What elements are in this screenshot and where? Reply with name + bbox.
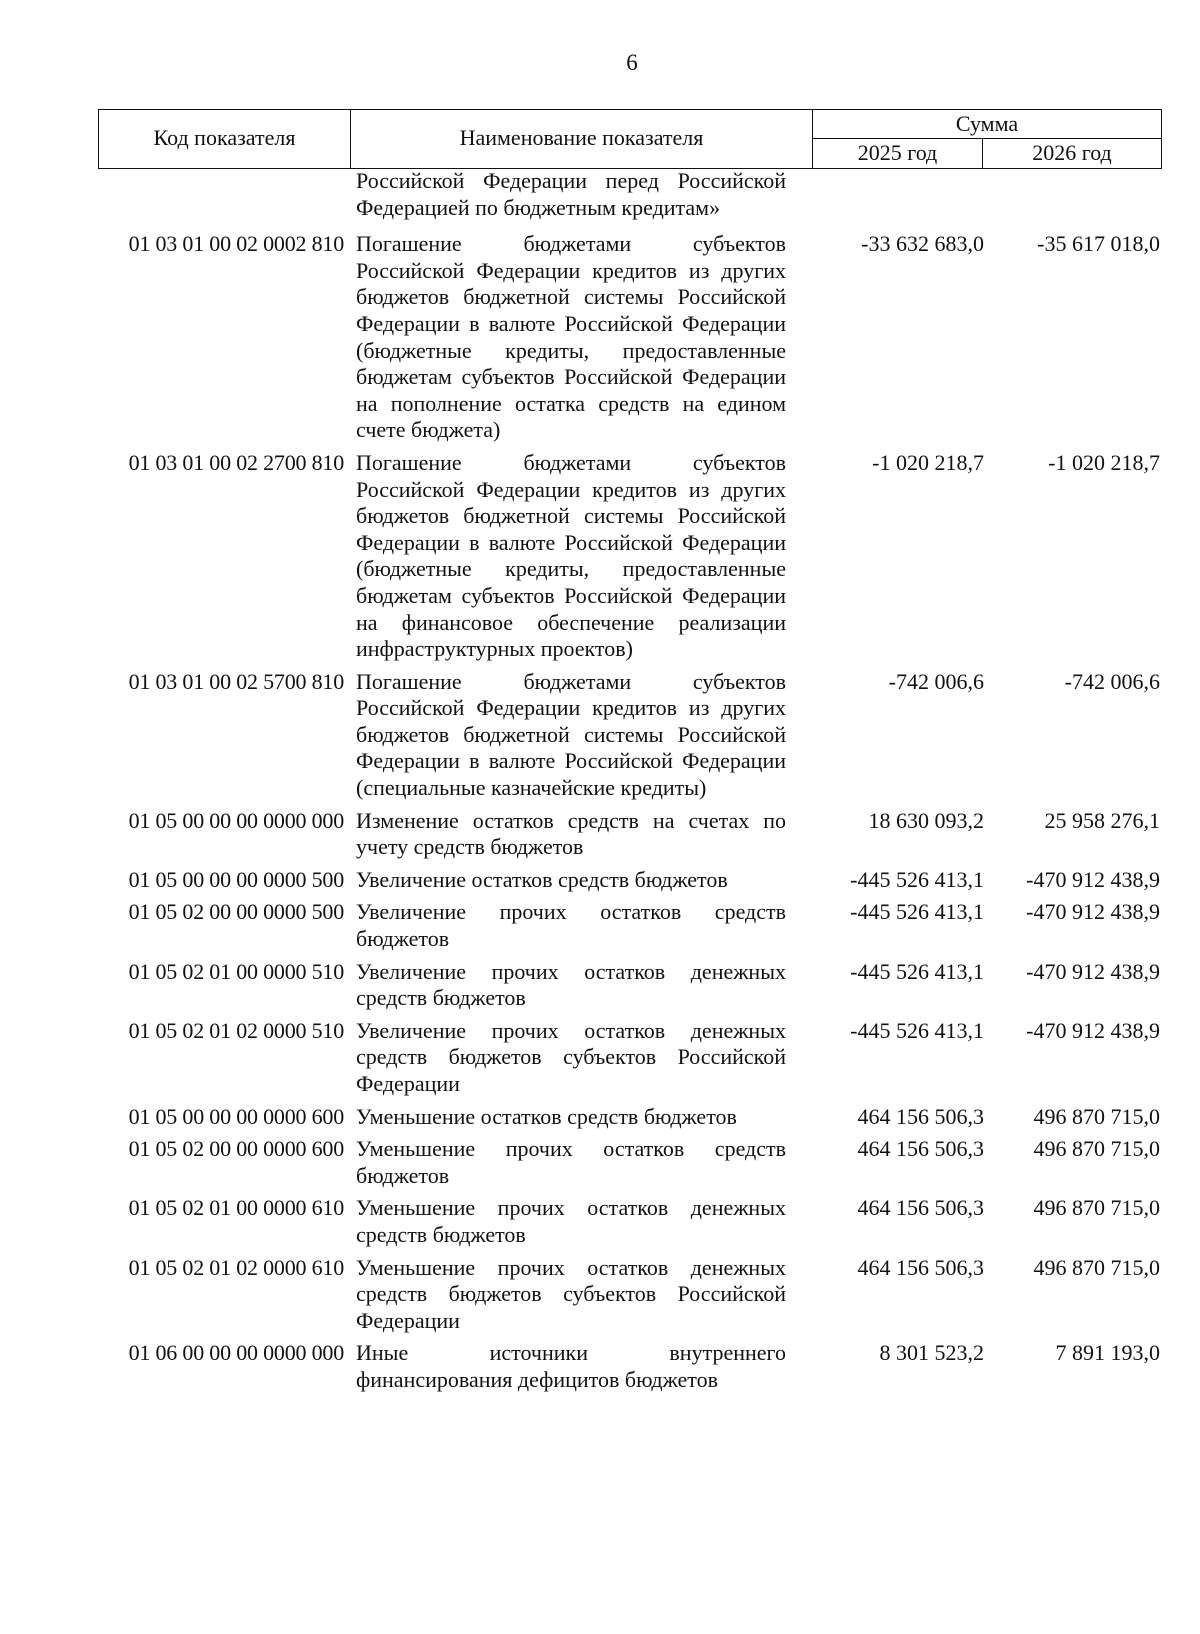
header-year-2025: 2025 год <box>813 139 983 168</box>
header-code-column: Код показателя <box>99 110 351 168</box>
continuation-row <box>98 168 1162 221</box>
row-name: Уменьшение прочих остатков средств бюджетов <box>356 1136 786 1188</box>
row-value-2026: 496 870 715,0 <box>1033 1103 1160 1129</box>
row-value-2026: -470 912 438,9 <box>1026 866 1160 892</box>
row-code: 01 03 01 00 02 5700 810 <box>128 668 344 694</box>
row-code: 01 05 02 01 02 0000 610 <box>128 1254 344 1280</box>
row-value-2025: 18 630 093,2 <box>868 807 984 833</box>
row-code: 01 05 02 01 00 0000 510 <box>128 958 344 984</box>
row-value-2026: -742 006,6 <box>1064 668 1160 694</box>
row-name: Уменьшение остатков средств бюджетов <box>356 1103 737 1129</box>
page-number: 6 <box>626 50 638 75</box>
row-value-2026: -35 617 018,0 <box>1037 231 1160 257</box>
row-name: Уменьшение прочих остатков денежных средств бюджетов <box>356 1195 786 1247</box>
table-row <box>98 808 1162 861</box>
table-row <box>98 669 1162 802</box>
row-code: 01 05 00 00 00 0000 000 <box>128 807 344 833</box>
table-header <box>98 109 1162 169</box>
table-row <box>98 1195 1162 1248</box>
row-code: 01 03 01 00 02 0002 810 <box>128 231 344 257</box>
row-code: 01 05 00 00 00 0000 600 <box>128 1103 344 1129</box>
row-name: Иные источники внутреннего финансирования дефицитов бюджетов <box>356 1340 786 1392</box>
row-name: Погашение бюджетами субъектов Российской Федерации кредитов из других бюджетов бюджетной системы Российской Федерации в валюте Российской Федерации (бюджетные кредиты, предоставленные бюджетам субъектов Российской Федерации на финансовое обеспечение реализации инфраструктурных проектов) <box>356 449 786 662</box>
header-name-column: Наименование показателя <box>351 110 813 168</box>
row-value-2026: 496 870 715,0 <box>1033 1254 1160 1280</box>
row-value-2026: -470 912 438,9 <box>1026 1017 1160 1043</box>
row-code: 01 05 02 00 00 0000 600 <box>128 1136 344 1162</box>
row-value-2025: -445 526 413,1 <box>850 866 984 892</box>
row-name: Увеличение прочих остатков денежных средств бюджетов субъектов Российской Федерации <box>356 1017 786 1096</box>
table-row <box>98 1136 1162 1189</box>
row-value-2026: -470 912 438,9 <box>1026 899 1160 925</box>
row-name: Погашение бюджетами субъектов Российской Федерации кредитов из других бюджетов бюджетной системы Российской Федерации в валюте Российской Федерации (специальные казначейские кредиты) <box>356 668 786 801</box>
row-name: Погашение бюджетами субъектов Российской Федерации кредитов из других бюджетов бюджетной системы Российской Федерации в валюте Российской Федерации (бюджетные кредиты, предоставленные бюджетам субъектов Российской Федерации на пополнение остатка средств на едином счете бюджета) <box>356 231 786 443</box>
header-sum-column: Сумма <box>813 110 1161 139</box>
table-row <box>98 231 1162 444</box>
table-row <box>98 1255 1162 1335</box>
row-code: 01 06 00 00 00 0000 000 <box>128 1340 344 1366</box>
table-row <box>98 959 1162 1012</box>
row-value-2026: 25 958 276,1 <box>1044 807 1160 833</box>
row-value-2025: 464 156 506,3 <box>857 1254 984 1280</box>
table-row <box>98 1018 1162 1098</box>
row-value-2025: 464 156 506,3 <box>857 1195 984 1221</box>
table-row <box>98 1340 1162 1393</box>
row-value-2025: -445 526 413,1 <box>850 958 984 984</box>
row-name: Увеличение остатков средств бюджетов <box>356 866 728 892</box>
row-value-2025: -445 526 413,1 <box>850 1017 984 1043</box>
row-value-2025: -1 020 218,7 <box>872 449 984 475</box>
row-value-2025: 8 301 523,2 <box>879 1340 984 1366</box>
table-row <box>98 1104 1162 1131</box>
table-body <box>98 168 1162 1400</box>
row-code: 01 05 02 01 02 0000 510 <box>128 1017 344 1043</box>
continuation-text: Российской Федерации перед Российской Федерацией по бюджетным кредитам» <box>356 168 786 220</box>
row-value-2025: -445 526 413,1 <box>850 899 984 925</box>
row-value-2026: 496 870 715,0 <box>1033 1195 1160 1221</box>
row-name: Увеличение прочих остатков денежных средств бюджетов <box>356 958 786 1011</box>
row-code: 01 05 02 00 00 0000 500 <box>128 899 344 925</box>
table-row <box>98 450 1162 663</box>
row-code: 01 05 02 01 00 0000 610 <box>128 1195 344 1221</box>
row-code: 01 05 00 00 00 0000 500 <box>128 866 344 892</box>
row-value-2026: 7 891 193,0 <box>1055 1340 1160 1366</box>
row-value-2026: 496 870 715,0 <box>1033 1136 1160 1162</box>
row-value-2025: -742 006,6 <box>888 668 984 694</box>
table-row <box>98 867 1162 894</box>
table-row <box>98 899 1162 952</box>
row-name: Увеличение прочих остатков средств бюджетов <box>356 899 786 952</box>
row-value-2026: -1 020 218,7 <box>1048 449 1160 475</box>
header-year-2026: 2026 год <box>1032 140 1112 165</box>
row-value-2025: 464 156 506,3 <box>857 1136 984 1162</box>
row-value-2026: -470 912 438,9 <box>1026 958 1160 984</box>
row-value-2025: 464 156 506,3 <box>857 1103 984 1129</box>
row-name: Уменьшение прочих остатков денежных средств бюджетов субъектов Российской Федерации <box>356 1254 786 1333</box>
row-value-2025: -33 632 683,0 <box>861 231 984 257</box>
row-code: 01 03 01 00 02 2700 810 <box>128 449 344 475</box>
row-name: Изменение остатков средств на счетах по учету средств бюджетов <box>356 807 786 860</box>
